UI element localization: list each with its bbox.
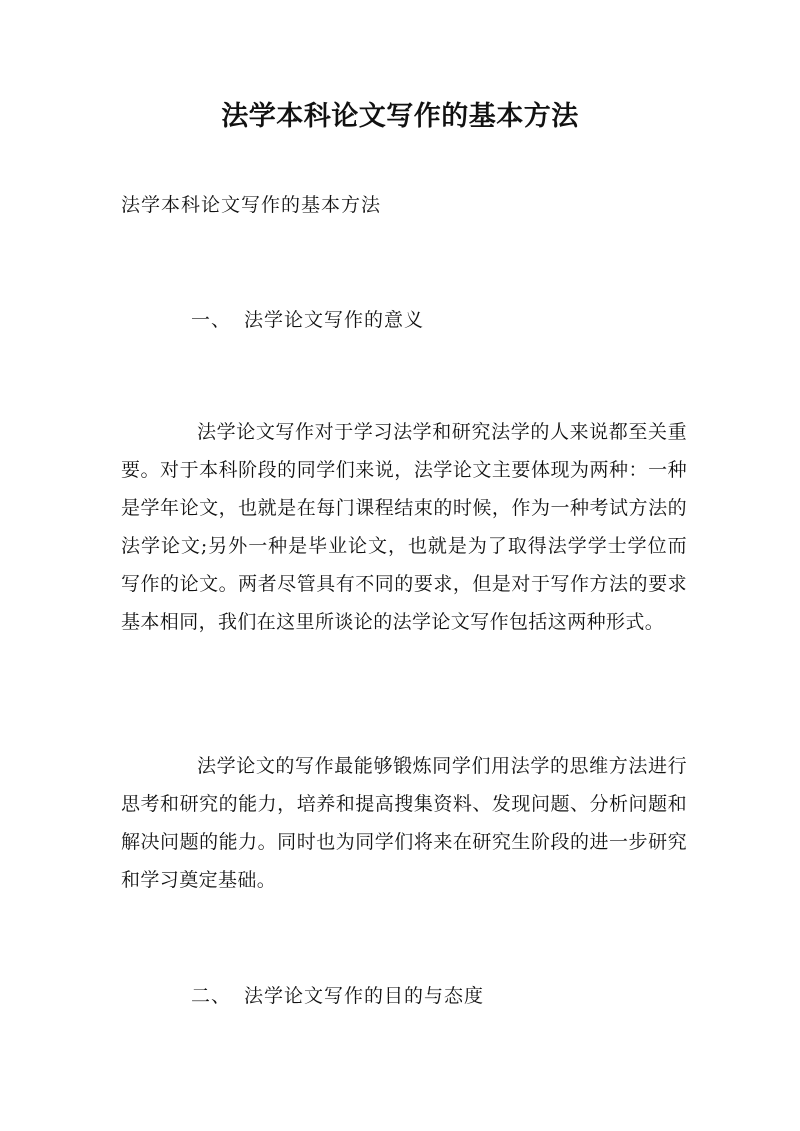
section-number-1: 一、 (191, 309, 232, 331)
section-number-2: 二、 (191, 985, 232, 1007)
section-heading-1 (191, 305, 424, 335)
body-paragraph-1: 法学论文写作对于学习法学和研究法学的人来说都至关重要。对于本科阶段的同学们来说，法学论文主要体现为两种：一种是学年论文，也就是在每门课程结束的时候，作为一种考试方法的法学论文;另外一种是毕业论文，也就是为了取得法学学士学位而写作的论文。两者尽管具有不同的要求，但是对于写作方法的要求基本相同，我们在这里所谈论的法学论文写作包括这两种形式。 (121, 421, 687, 633)
document-title: 法学本科论文写作的基本方法 (221, 101, 579, 132)
section-heading-2 (191, 981, 484, 1011)
section-heading-text-2: 法学论文写作的目的与态度 (244, 985, 485, 1007)
body-paragraph-2: 法学论文的写作最能够锻炼同学们用法学的思维方法进行思考和研究的能力，培养和提高搜集资料、发现问题、分析问题和解决问题的能力。同时也为同学们将来在研究生阶段的进一步研究和学习奠定基础。 (121, 755, 687, 891)
document-subtitle: 法学本科论文写作的基本方法 (121, 194, 382, 216)
section-heading-text-1: 法学论文写作的意义 (244, 309, 425, 331)
